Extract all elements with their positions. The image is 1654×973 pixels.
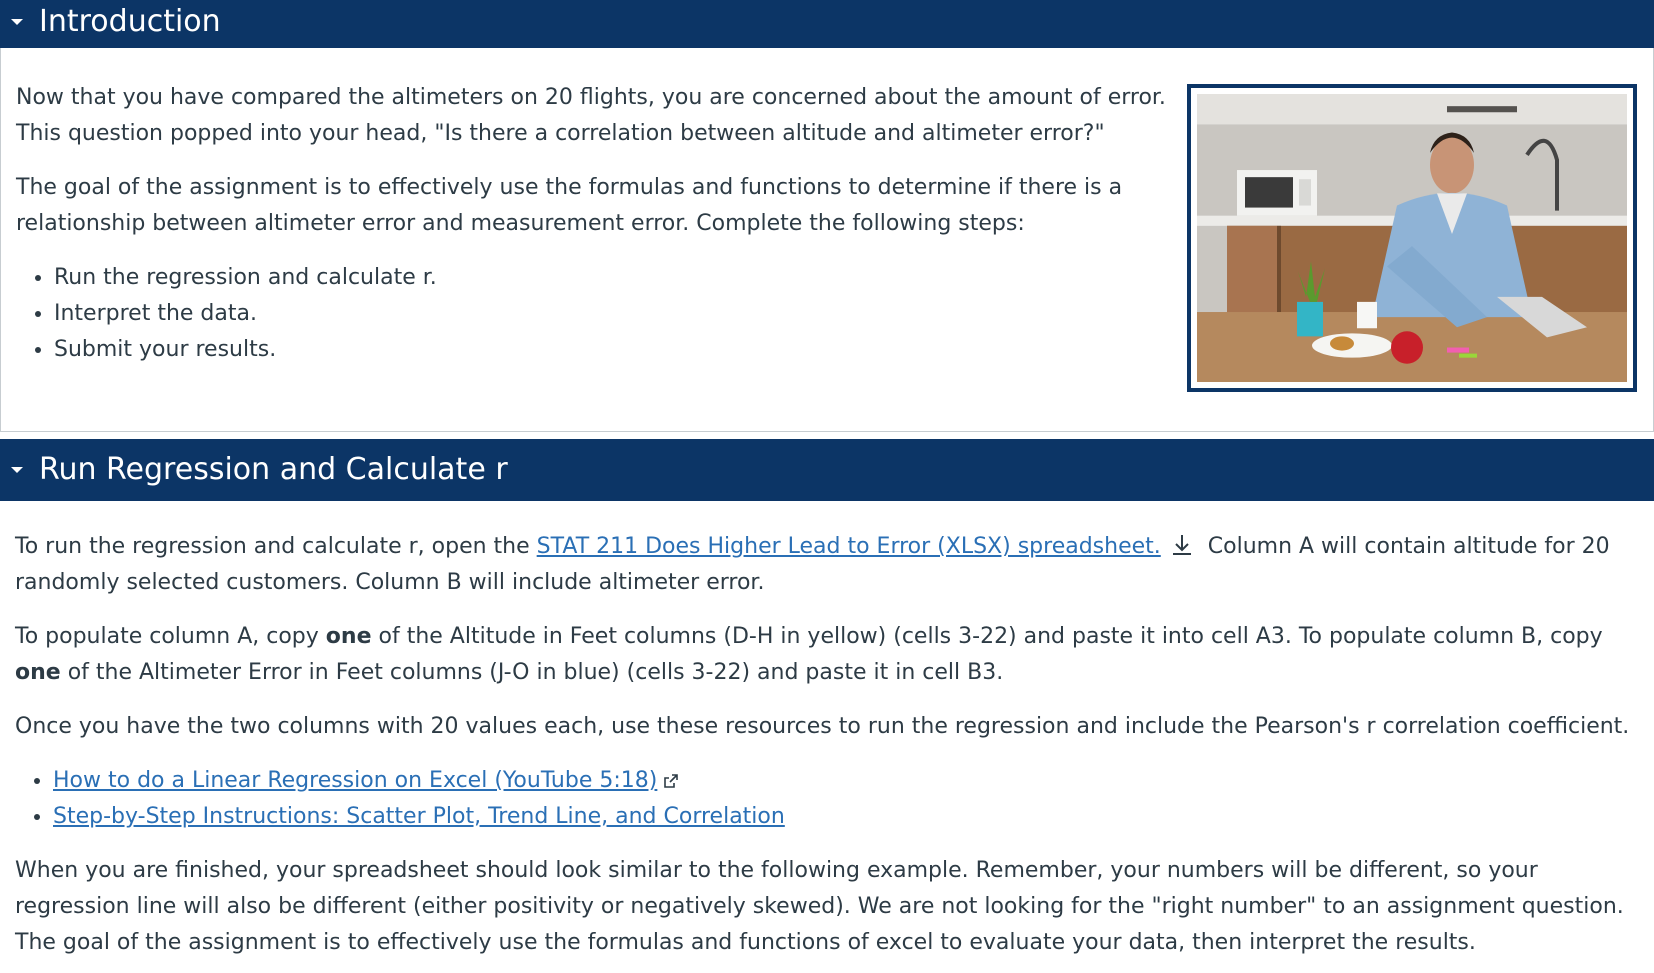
- paragraph-text: of the Altitude in Feet columns (D-H in yellow) (cells 3-22) and paste it into cell A3. To populate column B, copy: [371, 624, 1603, 649]
- youtube-regression-link[interactable]: How to do a Linear Regression on Excel (YouTube 5:18): [53, 768, 658, 793]
- step-by-step-link[interactable]: Step-by-Step Instructions: Scatter Plot, Trend Line, and Correlation: [53, 804, 785, 829]
- paragraph-text: Column A will contain altitude for 20 randomly selected customers. Column B will include altimeter error.: [15, 534, 1610, 595]
- steps-list: [16, 260, 1166, 368]
- regression-paragraph-4: When you are finished, your spreadsheet should look similar to the following example. Remember, your numbers will be different, so your regression line will also be different (either positivity or negatively skewed). We are not looking for the "right number" to an assignment question. The goal of the assignment is to effectively use the formulas and functions of excel to evaluate your data, then interpret the results.: [15, 858, 1624, 955]
- regression-paragraph-2: [15, 619, 1639, 691]
- introduction-body: [0, 48, 1654, 432]
- list-item: • Run the regression and calculate r.: [54, 260, 1166, 296]
- run-regression-title: Run Regression and Calculate r: [39, 452, 508, 487]
- introduction-title: Introduction: [39, 4, 221, 39]
- run-regression-header[interactable]: [0, 439, 1654, 501]
- resources-list: [15, 763, 1639, 835]
- run-regression-section: [0, 439, 1654, 961]
- external-link-icon: [663, 773, 679, 789]
- bold-text: one: [325, 624, 372, 649]
- intro-photo: [1187, 84, 1637, 392]
- list-item: • Submit your results.: [54, 332, 1166, 368]
- download-icon[interactable]: [1169, 532, 1195, 558]
- introduction-section: [0, 0, 1654, 428]
- spreadsheet-link[interactable]: STAT 211 Does Higher Lead to Error (XLSX) spreadsheet.: [536, 534, 1161, 559]
- regression-paragraph-1: [15, 529, 1639, 601]
- caret-down-icon[interactable]: [11, 467, 23, 473]
- intro-paragraph-2: The goal of the assignment is to effectively use the formulas and functions to determine if there is a relationship between altimeter error and measurement error. Complete the following steps:: [16, 175, 1123, 236]
- regression-paragraph-3: Once you have the two columns with 20 values each, use these resources to run the regression and include the Pearson's r correlation coefficient.: [15, 714, 1630, 739]
- paragraph-text: To populate column A, copy: [15, 624, 326, 649]
- man-working-at-kitchen-table-image: [1197, 94, 1627, 382]
- introduction-header[interactable]: [0, 0, 1654, 48]
- bold-text: one: [15, 660, 61, 685]
- intro-paragraph-1: Now that you have compared the altimeters on 20 flights, you are concerned about the amount of error. This question popped into your head, "Is there a correlation between altitude and altimeter error?": [16, 85, 1166, 146]
- list-item: [53, 799, 1639, 835]
- run-regression-body: [0, 501, 1654, 961]
- paragraph-text: of the Altimeter Error in Feet columns (J-O in blue) (cells 3-22) and paste it in cell B3.: [60, 660, 1004, 685]
- list-item: • Interpret the data.: [54, 296, 1166, 332]
- caret-down-icon[interactable]: [11, 19, 23, 25]
- paragraph-text: To run the regression and calculate r, open the: [15, 534, 537, 559]
- list-item: [53, 763, 1639, 799]
